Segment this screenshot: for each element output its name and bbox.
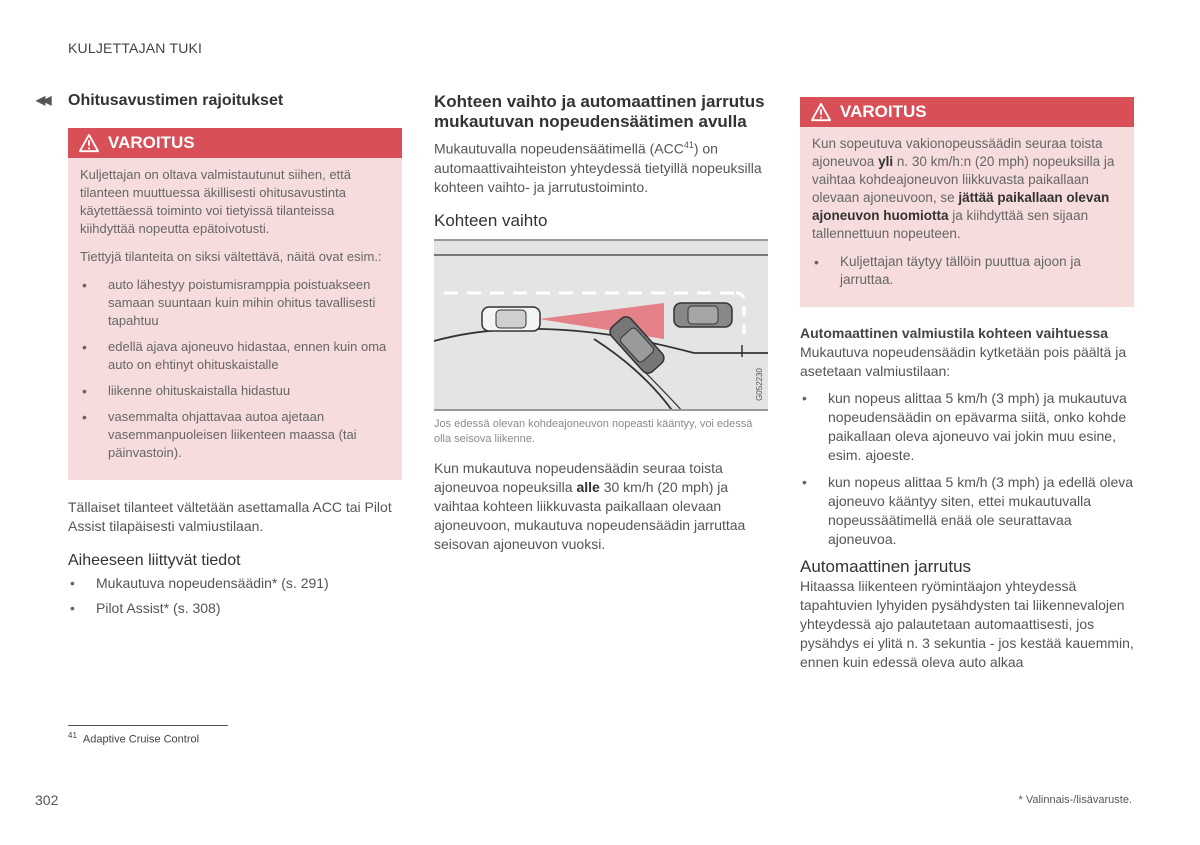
- section-title-text: Ohitusavustimen rajoitukset: [68, 92, 284, 109]
- road-diagram: [434, 241, 768, 411]
- back-arrows-icon[interactable]: ◀◀: [36, 93, 49, 107]
- target-switch-illustration: [434, 239, 768, 411]
- column-middle: [434, 92, 768, 554]
- figure-code: G052230: [755, 367, 764, 401]
- list-item: • kun nopeus alittaa 5 km/h (3 mph) ja edellä oleva ajoneuvo kääntyy siten, ettei mukautuvalla nopeussäätimellä enää ole seurattavaa ajoneuvoa.: [800, 473, 1134, 549]
- optional-equipment-note: * Valinnais-/lisävaruste.: [1018, 794, 1132, 806]
- body-text: Kun mukautuva nopeudensäädin seuraa toista ajoneuvoa nopeuksilla: [434, 459, 723, 495]
- body-paragraph: Hitaassa liikenteen ryömintäajon yhteydessä tapahtuvien lyhyiden pysähdysten tai liikennevalojen yhteydessä ajo palautetaan automaattisesti, jos pysähdys ei ylitä n. 3 sekuntia - jos kestää kauemmin, ennen kuin edessä oleva auto alkaa: [800, 578, 1134, 670]
- intro-paragraph: [434, 136, 768, 197]
- body-paragraph: [434, 459, 768, 554]
- intro-text: Mukautuvalla nopeudensäätimellä (ACC: [434, 140, 684, 157]
- related-link[interactable]: • Pilot Assist* (s. 308): [68, 599, 402, 618]
- own-car-icon: [482, 307, 540, 331]
- column-right: [800, 97, 1134, 672]
- warning-paragraph: Tiettyjä tilanteita on siksi vältettävä, näitä ovat esim.:: [80, 249, 382, 264]
- related-list: [68, 574, 402, 618]
- warning-paragraph: [812, 135, 1122, 243]
- figure-caption: Jos edessä olevan kohdeajoneuvon nopeasti kääntyy, voi edessä olla seisova liikenne.: [434, 417, 753, 445]
- footnote: [68, 731, 199, 746]
- chapter-header: KULJETTAJAN TUKI: [68, 40, 203, 56]
- warning-bullet-list: [812, 253, 1122, 289]
- emphasis: yli: [878, 154, 894, 169]
- emphasis: alle: [576, 478, 600, 495]
- warning-bullet-list: [80, 276, 390, 462]
- warning-body: [68, 158, 402, 462]
- column-left: [36, 92, 402, 626]
- list-item: • edellä ajava ajoneuvo hidastaa, ennen kuin oma auto on ehtinyt ohituskaistalle: [80, 338, 390, 374]
- related-title: Aiheeseen liittyvät tiedot: [68, 552, 241, 569]
- standby-bullet-list: [800, 389, 1134, 549]
- intro-text: ) on automaattivaihteiston yhteydessä tietyillä nopeuksilla kohteen vaihto- ja jarrutustoiminto.: [434, 140, 762, 195]
- footnote-number: 41: [68, 731, 77, 740]
- warning-box: [800, 97, 1134, 307]
- warning-label: VAROITUS: [840, 102, 927, 121]
- subsection-title: Automaattinen valmiustila kohteen vaihtuessa: [800, 325, 1109, 341]
- warning-header: [800, 97, 1134, 127]
- footnote-text: Adaptive Cruise Control: [82, 733, 200, 746]
- section-title: [36, 92, 402, 110]
- body-paragraph: Mukautuva nopeudensäädin kytketään pois päältä ja asetetaan valmiustilaan:: [800, 344, 1127, 379]
- list-item: • liikenne ohituskaistalla hidastuu: [80, 382, 390, 400]
- body-text: 30 km/h (20 mph) ja vaihtaa kohteen liikkuvasta paikallaan olevaan ajoneuvoon, mukautuva nopeudensäädin jarruttaa seisovan ajoneuvon vuoksi.: [434, 478, 746, 552]
- footnote-ref[interactable]: 41: [683, 140, 694, 150]
- warning-box: [68, 128, 402, 480]
- body-paragraph: Tällaiset tilanteet vältetään asettamalla ACC tai Pilot Assist tilapäisesti valmiustilaan.: [68, 499, 392, 534]
- warning-body: [800, 127, 1134, 289]
- warning-label: VAROITUS: [108, 133, 195, 152]
- list-item: • kun nopeus alittaa 5 km/h (3 mph) ja mukautuva nopeudensäädin on epävarma siitä, onko kohde paikallaan oleva ajoneuvo vai jokin muu esine, esim. ajoeste.: [800, 389, 1134, 465]
- warning-triangle-icon: [78, 133, 100, 153]
- list-item: • vasemmalta ohjattavaa autoa ajetaan vasemmanpuoleisen liikenteen maassa (tai päinvastoin).: [80, 408, 390, 462]
- list-item: • Kuljettajan täytyy tällöin puuttua ajoon ja jarruttaa.: [812, 253, 1122, 289]
- warning-text: Kun sopeutuva vakionopeussäädin seuraa toista ajoneuvoa: [812, 136, 1103, 169]
- stationary-car-icon: [674, 303, 732, 327]
- page-number: 302: [35, 792, 59, 808]
- subsection-title: Automaattinen jarrutus: [800, 557, 972, 576]
- warning-paragraph: Kuljettajan on oltava valmistautunut siihen, että tilanteen muuttuessa äkillisesti ohitusavustinta käytettäessä toiminto voi tietyissä tilanteissa kiihdyttää nopeutta epätoivotusti.: [80, 167, 352, 236]
- warning-triangle-icon: [810, 102, 832, 122]
- emphasis: jättää paikallaan olevan ajoneuvon huomiotta: [812, 190, 1110, 223]
- related-link[interactable]: • Mukautuva nopeudensäädin* (s. 291): [68, 574, 402, 593]
- warning-header: [68, 128, 402, 158]
- footnote-divider: [68, 725, 228, 726]
- subsection-title: Kohteen vaihto: [434, 210, 548, 230]
- warning-text: n. 30 km/h:n (20 mph) nopeuksilla ja vaihtaa kohdeajoneuvon liikkuvasta paikallaan olevaan ajoneuvoon, se: [812, 154, 1115, 205]
- warning-text: ja kiihdyttää sen sijaan tallennettuun nopeuteen.: [812, 208, 1089, 241]
- section-title: Kohteen vaihto ja automaattinen jarrutus mukautuvan nopeudensäätimen avulla: [434, 92, 765, 131]
- list-item: • auto lähestyy poistumisramppia poistuakseen samaan suuntaan kuin mihin ohitus tavallisesti tapahtuu: [80, 276, 390, 330]
